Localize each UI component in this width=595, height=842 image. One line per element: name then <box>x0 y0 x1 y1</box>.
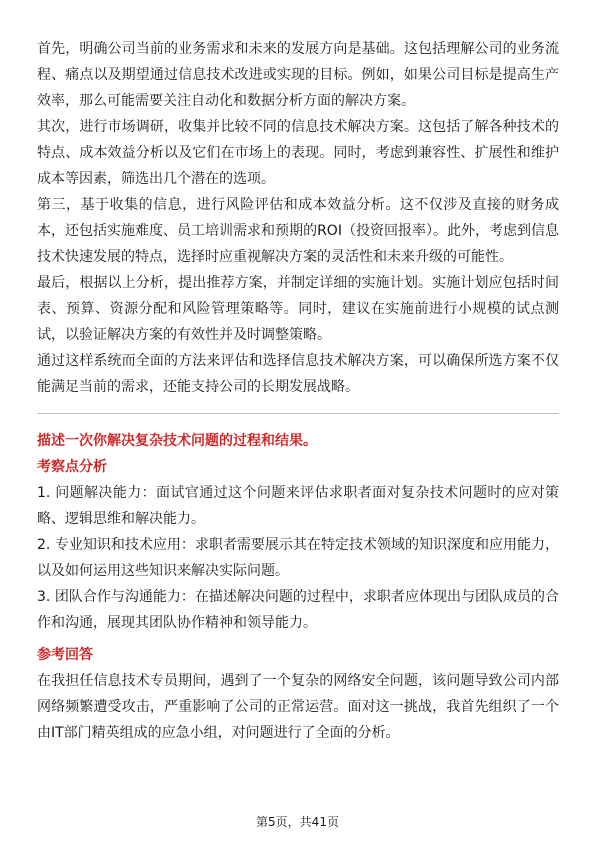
intro-paragraph-2: 其次，进行市场调研，收集并比较不同的信息技术解决方案。这包括了解各种技术的特点、成本效益分析以及它们在市场上的表现。同时，考虑到兼容性、扩展性和维护成本等因素，筛选出几个潜在的选项。 <box>37 119 559 187</box>
analysis-item-2: 2. 专业知识和技术应用：求职者需要展示其在特定技术领域的知识深度和应用能力，以及如何运用这些知识来解决实际问题。 <box>37 537 559 579</box>
intro-paragraph-1: 首先，明确公司当前的业务需求和未来的发展方向是基础。这包括理解公司的业务流程、痛点以及期望通过信息技术改进或实现的目标。例如，如果公司目标是提高生产效率，那么可能需要关注自动化和数据分析方面的解决方案。 <box>37 41 559 109</box>
intro-paragraph-4: 最后，根据以上分析，提出推荐方案，并制定详细的实施计划。实施计划应包括时间表、预算、资源分配和风险管理策略等。同时，建议在实施前进行小规模的试点测试，以验证解决方案的有效性并及时调整策略。 <box>37 275 559 343</box>
reference-answer: 在我担任信息技术专员期间，遇到了一个复杂的网络安全问题，该问题导致公司内部网络频繁遭受攻击，严重影响了公司的正常运营。面对这一挑战，我首先组织了一个由IT部门精英组成的应急小组，对问题进行了全面的分析。 <box>37 673 559 741</box>
reference-heading: 参考回答 <box>37 647 93 663</box>
section-divider <box>37 413 559 414</box>
document-page <box>37 36 559 746</box>
analysis-heading: 考察点分析 <box>37 459 107 475</box>
analysis-item-3: 3. 团队合作与沟通能力：在描述解决问题的过程中，求职者应体现出与团队成员的合作和沟通，展现其团队协作精神和领导能力。 <box>37 589 559 631</box>
page-footer: 第5页，共41页 <box>256 815 339 829</box>
analysis-item-1: 1. 问题解决能力：面试官通过这个问题来评估求职者面对复杂技术问题时的应对策略、逻辑思维和解决能力。 <box>37 485 559 527</box>
intro-paragraph-5: 通过这样系统而全面的方法来评估和选择信息技术解决方案，可以确保所选方案不仅能满足当前的需求，还能支持公司的长期发展战略。 <box>37 353 559 395</box>
intro-paragraph-3: 第三，基于收集的信息，进行风险评估和成本效益分析。这不仅涉及直接的财务成本，还包括实施难度、员工培训需求和预期的ROI（投资回报率）。此外，考虑到信息技术快速发展的特点，选择时应重视解决方案的灵活性和未来升级的可能性。 <box>37 197 559 265</box>
question-title: 描述一次你解决复杂技术问题的过程和结果。 <box>37 433 317 449</box>
